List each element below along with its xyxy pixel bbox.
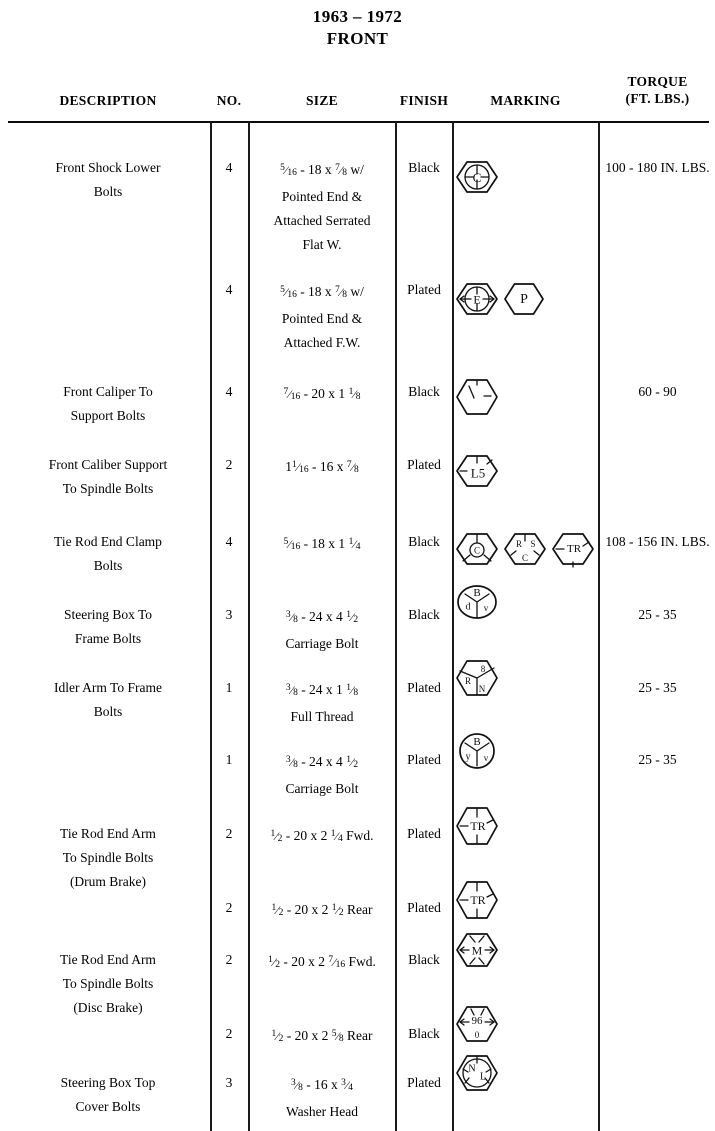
marking-hex-circle-e (454, 276, 500, 322)
marking-hex-circle-c (454, 154, 500, 200)
svg-text:v: v (483, 603, 489, 613)
title-section: FRONT (326, 29, 389, 48)
marking-group (454, 926, 597, 974)
cell-description (8, 530, 208, 578)
cell-description (8, 1071, 208, 1119)
svg-text:C: C (472, 170, 482, 185)
cell-size (250, 156, 394, 257)
marking-hex-3seg (454, 654, 500, 702)
description-line: (Drum Brake) (69, 874, 147, 889)
cell-quantity: 3 (225, 1075, 233, 1090)
cell-size (250, 676, 394, 729)
marking-hex-l5 (454, 448, 500, 494)
table-header-row (0, 62, 715, 121)
marking-hex-tr-tall (454, 874, 500, 926)
cell-marking (454, 526, 597, 572)
cell-marking (454, 874, 597, 926)
column-rule-finish-right (452, 122, 454, 1131)
title-year: 1963 – 1972 (312, 7, 403, 26)
cell-description (8, 676, 208, 724)
cell-finish: Black (408, 1026, 440, 1041)
cell-size (250, 278, 394, 355)
cell-finish: Black (408, 384, 440, 399)
cell-torque: 60 - 90 (638, 384, 677, 399)
marking-group (454, 874, 597, 926)
size-line: $^1$⁄2 - 20 x 2 $^1$⁄2 Rear (271, 901, 373, 919)
cell-quantity: 2 (225, 952, 233, 967)
cell-description (8, 380, 208, 428)
svg-text:B: B (473, 587, 481, 599)
description-line: (Disc Brake) (73, 1000, 143, 1015)
size-line: Washer Head (285, 1104, 358, 1120)
marking-group (454, 728, 597, 774)
cell-marking (454, 579, 597, 625)
marking-group (454, 526, 597, 572)
svg-text:TR: TR (566, 543, 582, 555)
size-line: Attached F.W. (283, 335, 361, 351)
cell-marking (454, 728, 597, 774)
size-line: $^3$⁄8 - 24 x 4 $^1$⁄2 (285, 608, 359, 626)
description-line: Front Shock Lower (55, 160, 161, 175)
size-line: Carriage Bolt (285, 781, 359, 797)
marking-group (454, 800, 597, 852)
cell-quantity: 4 (225, 534, 233, 549)
cell-marking (454, 1000, 597, 1048)
cell-size (250, 603, 394, 656)
cell-marking (454, 276, 597, 322)
cell-marking (454, 373, 597, 421)
cell-finish: Plated (407, 752, 441, 767)
svg-text:R: R (515, 539, 523, 549)
svg-text:N: N (468, 1063, 476, 1075)
size-line: $^1$⁄2 - 20 x 2 $^7$⁄16 Fwd. (268, 953, 376, 971)
cell-torque: 25 - 35 (638, 752, 677, 767)
marking-group (454, 579, 597, 625)
description-line: To Spindle Bolts (62, 976, 154, 991)
cell-size (250, 530, 394, 559)
cell-quantity: 2 (225, 1026, 233, 1041)
svg-text:8: 8 (480, 664, 486, 674)
cell-description (8, 948, 208, 1020)
cell-description (8, 156, 208, 204)
marking-group (454, 1049, 597, 1097)
svg-text:0: 0 (474, 1030, 480, 1040)
description-line: Tie Rod End Clamp (54, 534, 162, 549)
size-line: Carriage Bolt (285, 636, 359, 652)
svg-text:L: L (479, 1071, 487, 1083)
cell-marking (454, 926, 597, 974)
cell-torque: 100 - 180 IN. LBS. (605, 160, 710, 175)
cell-marking (454, 1049, 597, 1097)
cell-size (250, 1022, 394, 1051)
cell-quantity: 4 (225, 282, 233, 297)
fastener-specification-table (0, 62, 715, 1131)
description-line: Steering Box Top (60, 1075, 156, 1090)
svg-text:C: C (473, 545, 481, 556)
cell-finish: Plated (407, 1075, 441, 1090)
column-header-no: NO. (216, 93, 242, 108)
column-header-finish: FINISH (399, 93, 449, 108)
column-header-size: SIZE (306, 93, 338, 108)
svg-text:TR: TR (470, 893, 486, 907)
description-line: To Spindle Bolts (62, 850, 154, 865)
description-line: Front Caliper To (63, 384, 153, 399)
cell-marking (454, 154, 597, 200)
column-header-torque-label: TORQUE (627, 74, 688, 89)
column-header-description: DESCRIPTION (59, 93, 157, 108)
size-line: $^1$⁄2 - 20 x 2 $^5$⁄8 Rear (271, 1027, 373, 1045)
size-line: $^3$⁄8 - 24 x 4 $^1$⁄2 (285, 753, 359, 771)
marking-group (454, 448, 597, 494)
marking-hex-p (502, 276, 546, 322)
size-line: $^5$⁄16 - 18 x $^7$⁄8 w/ (280, 283, 364, 301)
svg-text:B: B (473, 736, 481, 748)
marking-hex-nl (454, 1049, 500, 1097)
cell-size (250, 822, 394, 851)
cell-quantity: 1 (225, 752, 233, 767)
marking-round-bd (454, 579, 500, 625)
description-line: Steering Box To (63, 607, 153, 622)
description-line: Bolts (93, 558, 123, 573)
description-line: Front Caliber Support (48, 457, 168, 472)
svg-text:E: E (473, 292, 481, 307)
cell-size (250, 948, 394, 977)
cell-marking (454, 448, 597, 494)
marking-hex-m (454, 926, 500, 974)
svg-text:L5: L5 (470, 465, 486, 481)
cell-finish: Black (408, 952, 440, 967)
svg-text:P: P (520, 292, 528, 307)
cell-quantity: 4 (225, 384, 233, 399)
size-line: $^1$⁄2 - 20 x 2 $^1$⁄4 Fwd. (270, 827, 374, 845)
cell-finish: Plated (407, 457, 441, 472)
column-header-marking: MARKING (490, 93, 561, 108)
cell-marking (454, 654, 597, 702)
size-line: $^5$⁄16 - 18 x $^7$⁄8 w/ (280, 161, 364, 179)
column-header-torque-units: (FT. LBS.) (625, 91, 690, 106)
size-line: Attached Serrated (273, 213, 371, 229)
cell-size (250, 453, 394, 482)
svg-text:TR: TR (470, 819, 486, 833)
size-line: Pointed End & (281, 311, 363, 327)
description-line: Bolts (93, 704, 123, 719)
marking-hex-radial-c (454, 526, 500, 572)
marking-hex-tr (550, 526, 596, 572)
size-line: Pointed End & (281, 189, 363, 205)
description-line: Bolts (93, 184, 123, 199)
marking-hex-rsc (502, 526, 548, 572)
marking-group (454, 1000, 597, 1048)
cell-quantity: 2 (225, 457, 233, 472)
svg-text:96: 96 (471, 1015, 483, 1027)
marking-hex-slash-dash (454, 373, 500, 421)
cell-size (250, 380, 394, 409)
cell-torque: 25 - 35 (638, 680, 677, 695)
description-line: Tie Rod End Arm (60, 952, 156, 967)
svg-text:M: M (471, 943, 483, 958)
marking-group (454, 276, 597, 322)
svg-text:N: N (478, 684, 486, 694)
cell-torque: 25 - 35 (638, 607, 677, 622)
cell-finish: Black (408, 160, 440, 175)
size-line: Full Thread (290, 709, 354, 725)
size-line: $^3$⁄8 - 24 x 1 $^1$⁄8 (285, 681, 359, 699)
cell-quantity: 3 (225, 607, 233, 622)
cell-marking (454, 800, 597, 852)
cell-finish: Plated (407, 282, 441, 297)
size-line: $^3$⁄8 - 16 x $^3$⁄4 (290, 1076, 354, 1094)
marking-hex-96 (454, 1000, 500, 1048)
marking-group (454, 154, 597, 200)
svg-text:y: y (465, 751, 471, 763)
cell-finish: Black (408, 607, 440, 622)
cell-quantity: 2 (225, 826, 233, 841)
cell-finish: Plated (407, 680, 441, 695)
description-line: Tie Rod End Arm (60, 826, 156, 841)
description-line: Cover Bolts (75, 1099, 141, 1114)
svg-text:S: S (530, 539, 536, 549)
size-line: $^5$⁄16 - 18 x 1 $^1$⁄4 (283, 535, 361, 553)
description-line: Support Bolts (70, 408, 146, 423)
cell-quantity: 1 (225, 680, 233, 695)
cell-size (250, 896, 394, 925)
marking-group (454, 373, 597, 421)
size-line: $^7$⁄16 - 20 x 1 $^1$⁄8 (283, 385, 361, 403)
cell-finish: Plated (407, 900, 441, 915)
svg-text:v: v (483, 753, 489, 763)
description-line: Idler Arm To Frame (54, 680, 162, 695)
marking-hex-tr-tall (454, 800, 500, 852)
cell-description (8, 603, 208, 651)
cell-quantity: 2 (225, 900, 233, 915)
description-line: Frame Bolts (74, 631, 142, 646)
description-line: To Spindle Bolts (62, 481, 154, 496)
marking-round-b (454, 728, 500, 774)
header-separator-rule (8, 121, 709, 123)
size-line: Flat W. (302, 237, 342, 253)
cell-torque: 108 - 156 IN. LBS. (605, 534, 710, 549)
svg-text:R: R (464, 676, 472, 686)
cell-size (250, 1071, 394, 1124)
cell-description (8, 822, 208, 894)
document-title-block (0, 0, 715, 50)
cell-quantity: 4 (225, 160, 233, 175)
size-line: $1^1⁄16 - 16$ x $^7$⁄8 (285, 458, 359, 476)
cell-finish: Plated (407, 826, 441, 841)
cell-finish: Black (408, 534, 440, 549)
cell-description (8, 453, 208, 501)
svg-text:C: C (521, 553, 529, 563)
svg-text:d: d (465, 601, 471, 613)
column-header-torque (600, 73, 715, 107)
marking-group (454, 654, 597, 702)
cell-size (250, 748, 394, 801)
